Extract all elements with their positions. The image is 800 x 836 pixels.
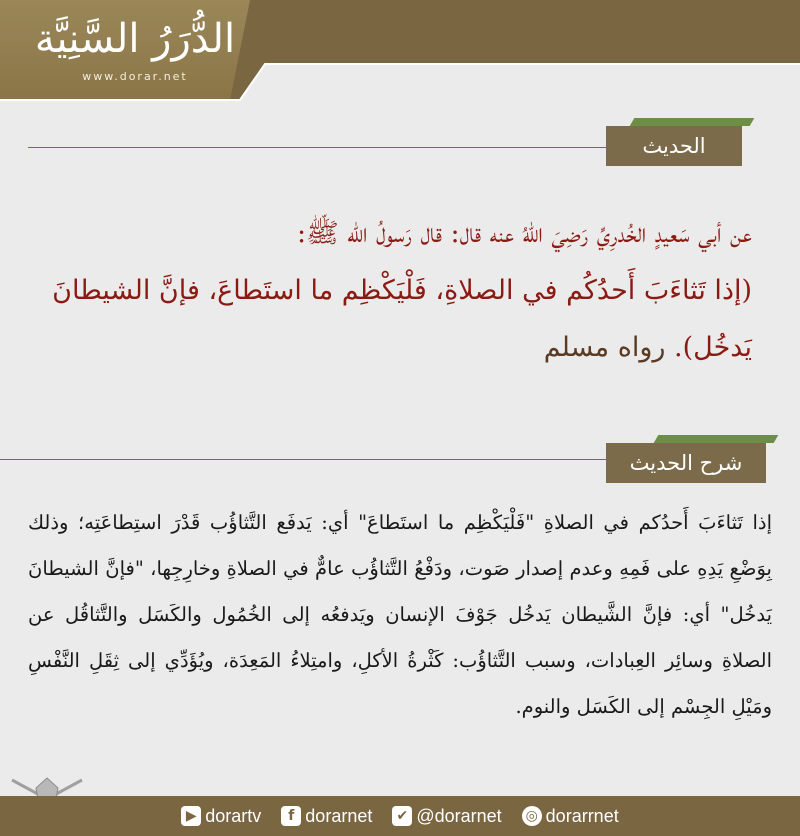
- sharh-text: إذا تَثاءَبَ أَحدُكم في الصلاةِ "فَلْيَكْظِم ما استَطاعَ" أي: يَدفَع التَّثاؤُب قَدْرَ استِطاعَتِه؛ وذلك بِوَضْعِ يَدِهِ على فَمِهِ وعدم إصدار صَوت، ودَفْعُ التَّثاؤُب عامٌّ في الصلاةِ وخارِجِها، "فإنَّ الشيطانَ يَدخُل" أي: فإنَّ الشَّيطان يَدخُل جَوْفَ الإنسان ويَدفعُه إلى الخُمُول والكَسَل والتَّثاقُل عن الصلاةِ وسائِر العِبادات، وسبب التَّثاؤُب: كَثْرةُ الأكلِ، وامتِلاءُ المَعِدَة، ويُؤَدِّي إلى ثِقَلِ النَّفْسِ ومَيْلِ الجِسْم إلى الكَسَل والنوم.: [28, 511, 772, 718]
- facebook-link[interactable]: [281, 806, 372, 827]
- youtube-handle: dorartv: [205, 805, 262, 826]
- section-title-sharh-text: شرح الحديث: [629, 451, 743, 475]
- section-title-hadith: [606, 126, 742, 166]
- hadith-line-3: [30, 319, 752, 376]
- section-title-sharh: [606, 443, 766, 483]
- facebook-icon: f: [281, 806, 301, 826]
- section-divider: [28, 147, 608, 148]
- header-bar: [0, 0, 800, 100]
- site-logo[interactable]: الدُّرَرُ السَّنِيَّة: [34, 16, 236, 62]
- site-url[interactable]: www.dorar.net: [82, 70, 188, 83]
- instagram-icon: ◎: [522, 806, 542, 826]
- hadith-line-3-text: يَدخُل).: [674, 332, 752, 363]
- twitter-handle: @dorarnet: [416, 805, 502, 826]
- twitter-icon: ✔: [392, 806, 412, 826]
- section-title-hadith-text: الحديث: [642, 134, 706, 158]
- facebook-handle: dorarnet: [305, 805, 373, 826]
- hadith-narrator: رواه مسلم: [543, 332, 666, 363]
- youtube-link[interactable]: [181, 806, 261, 827]
- footer-bar: [0, 796, 800, 836]
- hadith-text: [30, 205, 752, 376]
- twitter-link[interactable]: [392, 806, 501, 827]
- youtube-icon: ▶: [181, 806, 201, 826]
- hadith-line-1: عن أبي سَعيدٍ الخُدرِيِّ رَضِيَ اللهُ عنه قال: قال رَسولُ الله ﷺ:: [296, 218, 752, 249]
- hadith-line-2: (إذا تَثاءَبَ أَحدُكُم في الصلاةِ، فَلْيَكْظِم ما استَطاعَ، فإنَّ الشيطانَ: [52, 275, 752, 306]
- instagram-link[interactable]: [522, 806, 619, 827]
- section-divider: [0, 459, 608, 460]
- instagram-handle: dorarrnet: [545, 805, 619, 826]
